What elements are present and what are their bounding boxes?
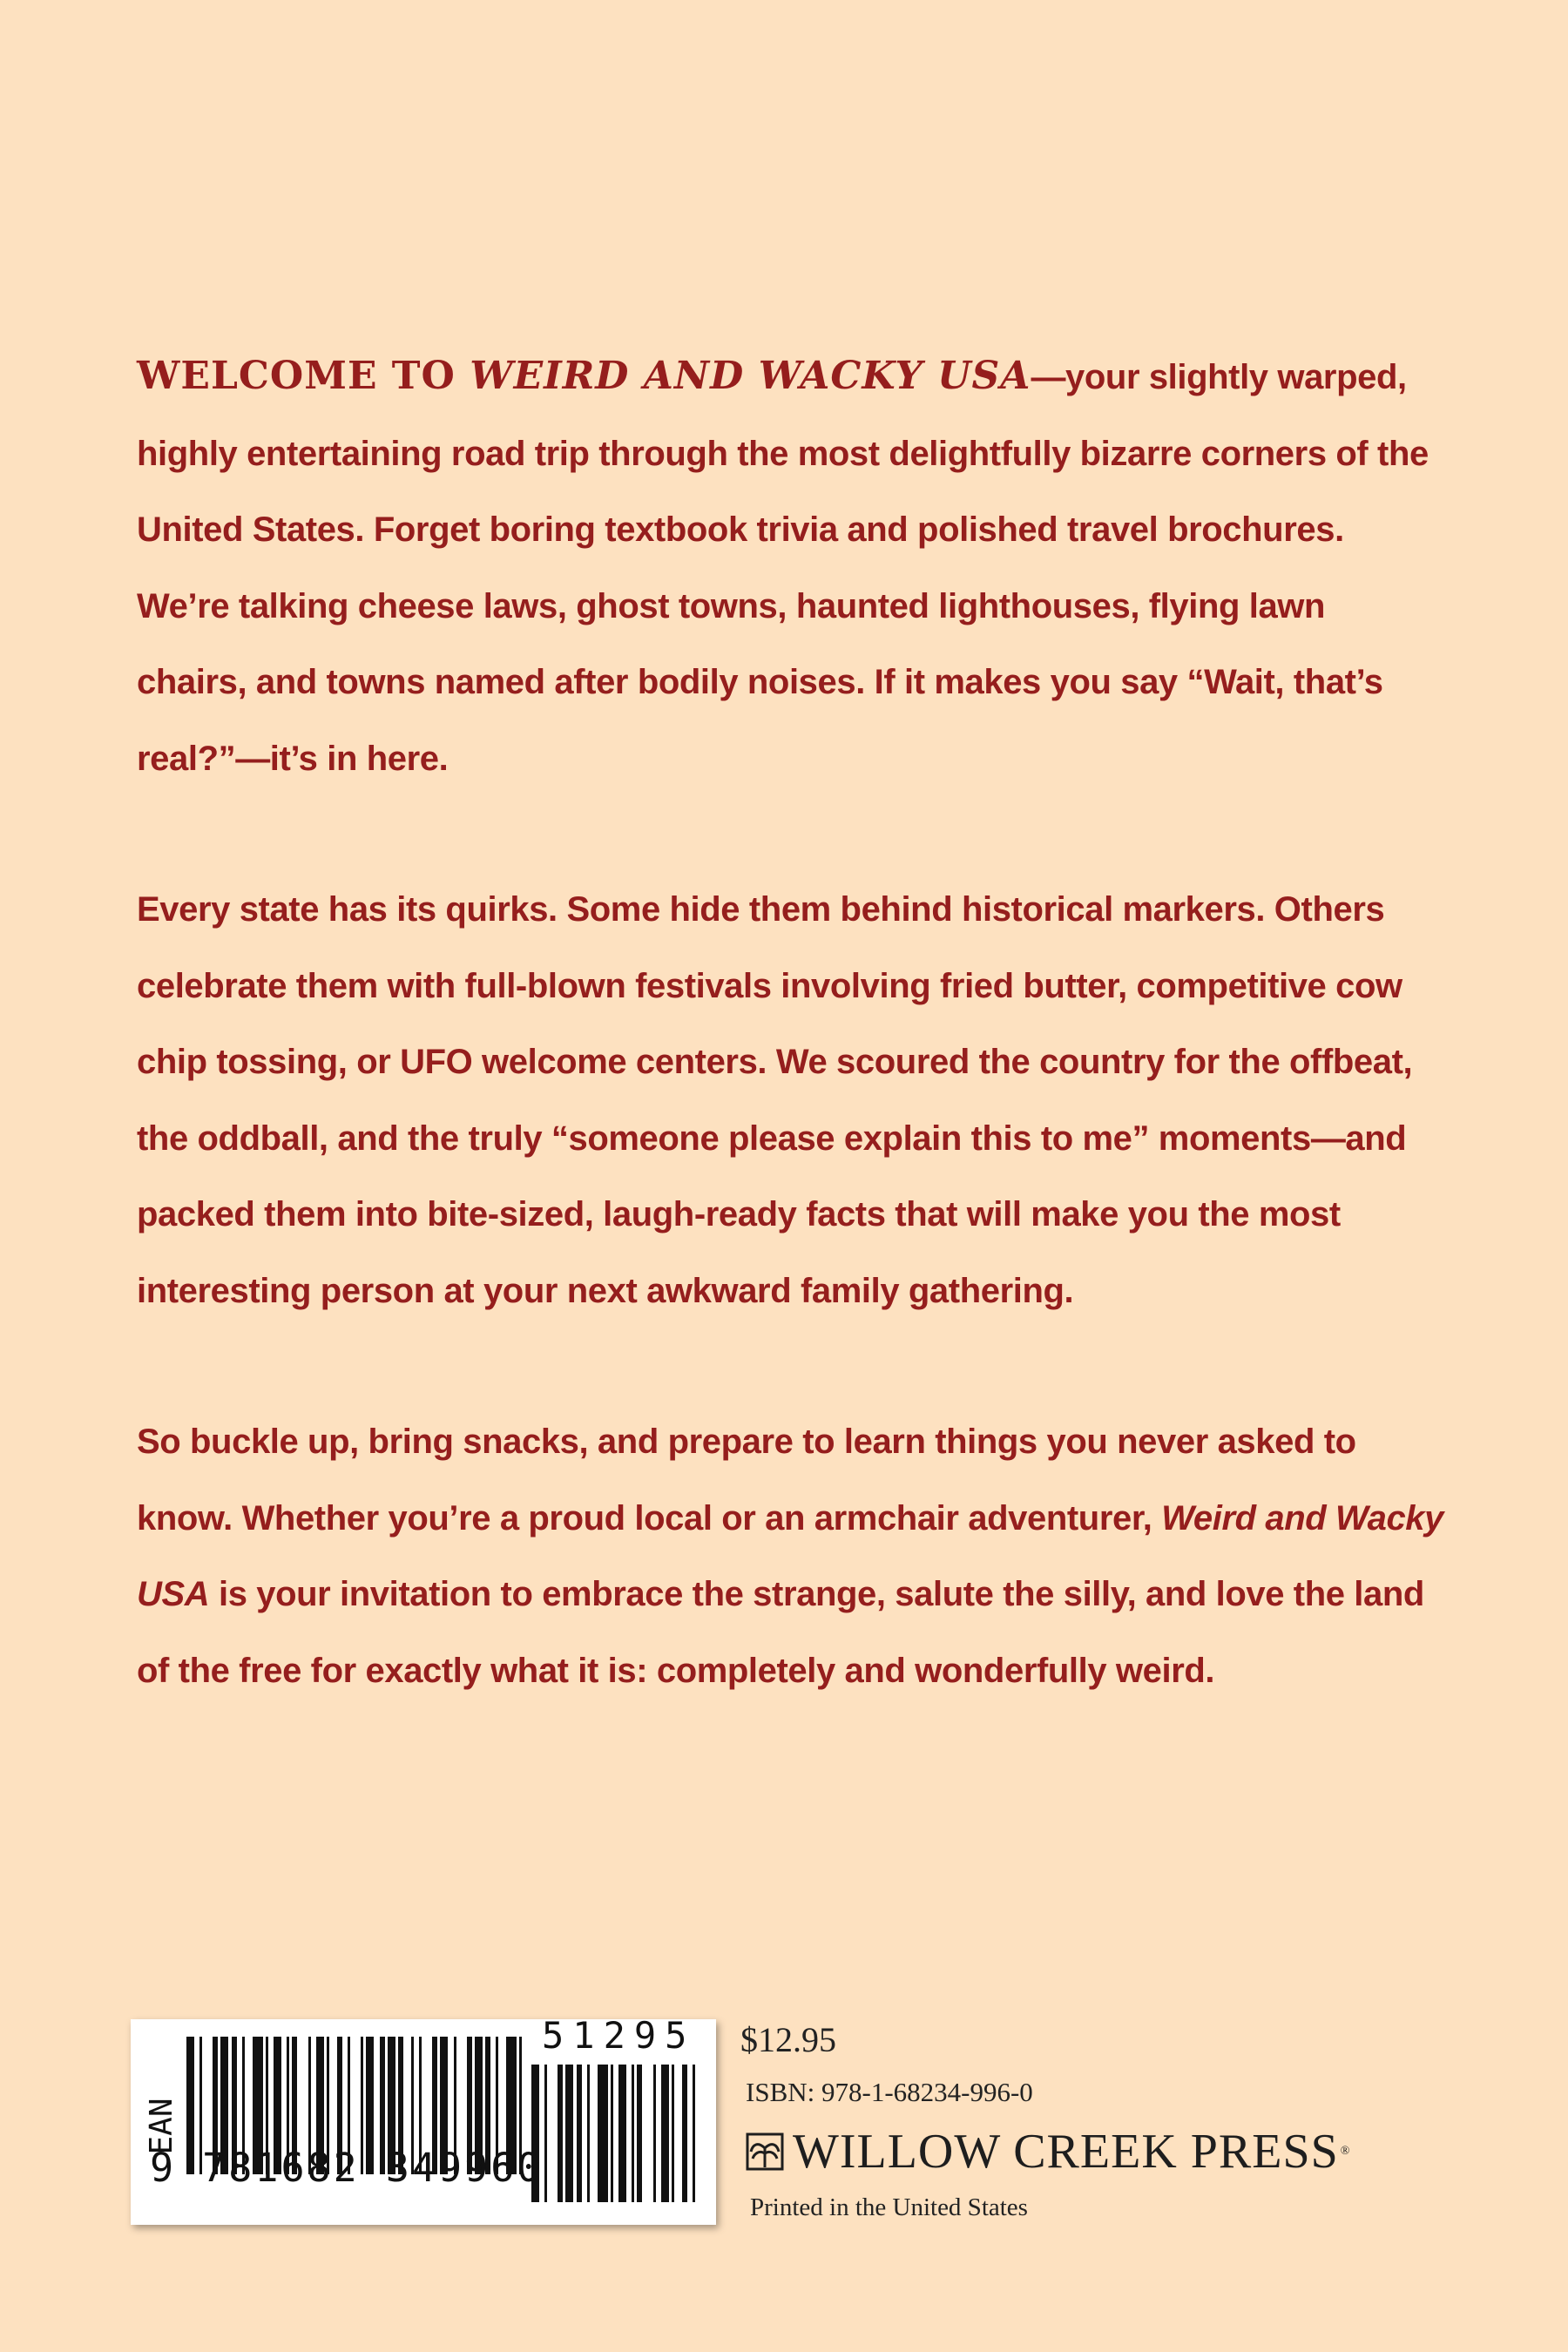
paragraph-3-title: Weird and Wacky USA: [137, 1498, 1443, 1613]
publisher-name: WILLOW CREEK PRESS: [793, 2125, 1339, 2179]
barcode-bar: [618, 2065, 626, 2202]
barcode-bar: [544, 2065, 547, 2202]
barcode-bar: [587, 2065, 590, 2202]
back-cover-blurb: [137, 338, 1443, 1709]
paragraph-3-after: is your invitation to embrace the strange, salute the silly, and love the land of the free for exactly what it is: completely and wonderfully weird.: [137, 1575, 1424, 1690]
lead-prefix: WELCOME TO: [137, 354, 470, 398]
barcode-bar: [611, 2065, 613, 2202]
barcode-bar: [661, 2065, 669, 2202]
price: $12.95: [740, 2020, 836, 2059]
registered-mark: ®: [1340, 2145, 1351, 2158]
barcode-bar: [672, 2065, 674, 2202]
barcode-bar: [637, 2065, 642, 2202]
barcode-bar: [632, 2065, 634, 2202]
publisher-logo: [746, 2124, 1350, 2180]
barcode-bar: [577, 2065, 582, 2202]
paragraph-3-before: So buckle up, bring snacks, and prepare to learn things you never asked to know. Whether you’re a proud local or an armchair adventurer,: [137, 1423, 1356, 1538]
isbn: ISBN: 978-1-68234-996-0: [746, 2077, 1033, 2107]
printed-in: Printed in the United States: [750, 2193, 1028, 2221]
blurb-paragraph-1: [137, 338, 1443, 797]
barcode-bar: [565, 2065, 573, 2202]
willow-tree-icon: [746, 2132, 784, 2171]
blurb-lead: [137, 354, 1031, 398]
barcode-bar: [682, 2065, 687, 2202]
barcode-bar: [598, 2065, 608, 2202]
lead-title: WEIRD AND WACKY USA: [470, 354, 1031, 398]
barcode-bar: [558, 2065, 563, 2202]
barcode-bar: [693, 2065, 695, 2202]
blurb-paragraph-2: Every state has its quirks. Some hide them behind historical markers. Others celebrate them with full-blown festivals involving fried butter, competitive cow chip tossing, or UFO welcome centers. We scoured the country for the offbeat, the oddball, and the truly “someone please explain this to me” moments—and packed them into bite-sized, laugh-ready facts that will make you the most interesting person at your next awkward family gathering.: [137, 890, 1413, 1310]
barcode-bar: [653, 2065, 656, 2202]
addon-number: 51295: [542, 2014, 696, 2057]
paragraph-1-text: —your slightly warped, highly entertaining road trip through the most delightfully bizarre corners of the United States. Forget boring textbook trivia and polished travel brochures. We’re talking cheese laws, ghost towns, haunted lighthouses, flying lawn chairs, and towns named after bodily noises. If it makes you say “Wait, that’s real?”—it’s in here.: [137, 358, 1429, 778]
blurb-paragraph-3: [137, 1404, 1443, 1709]
ean-number: 9 781682 349960: [150, 2145, 544, 2191]
ean-label: EAN: [143, 2098, 179, 2155]
